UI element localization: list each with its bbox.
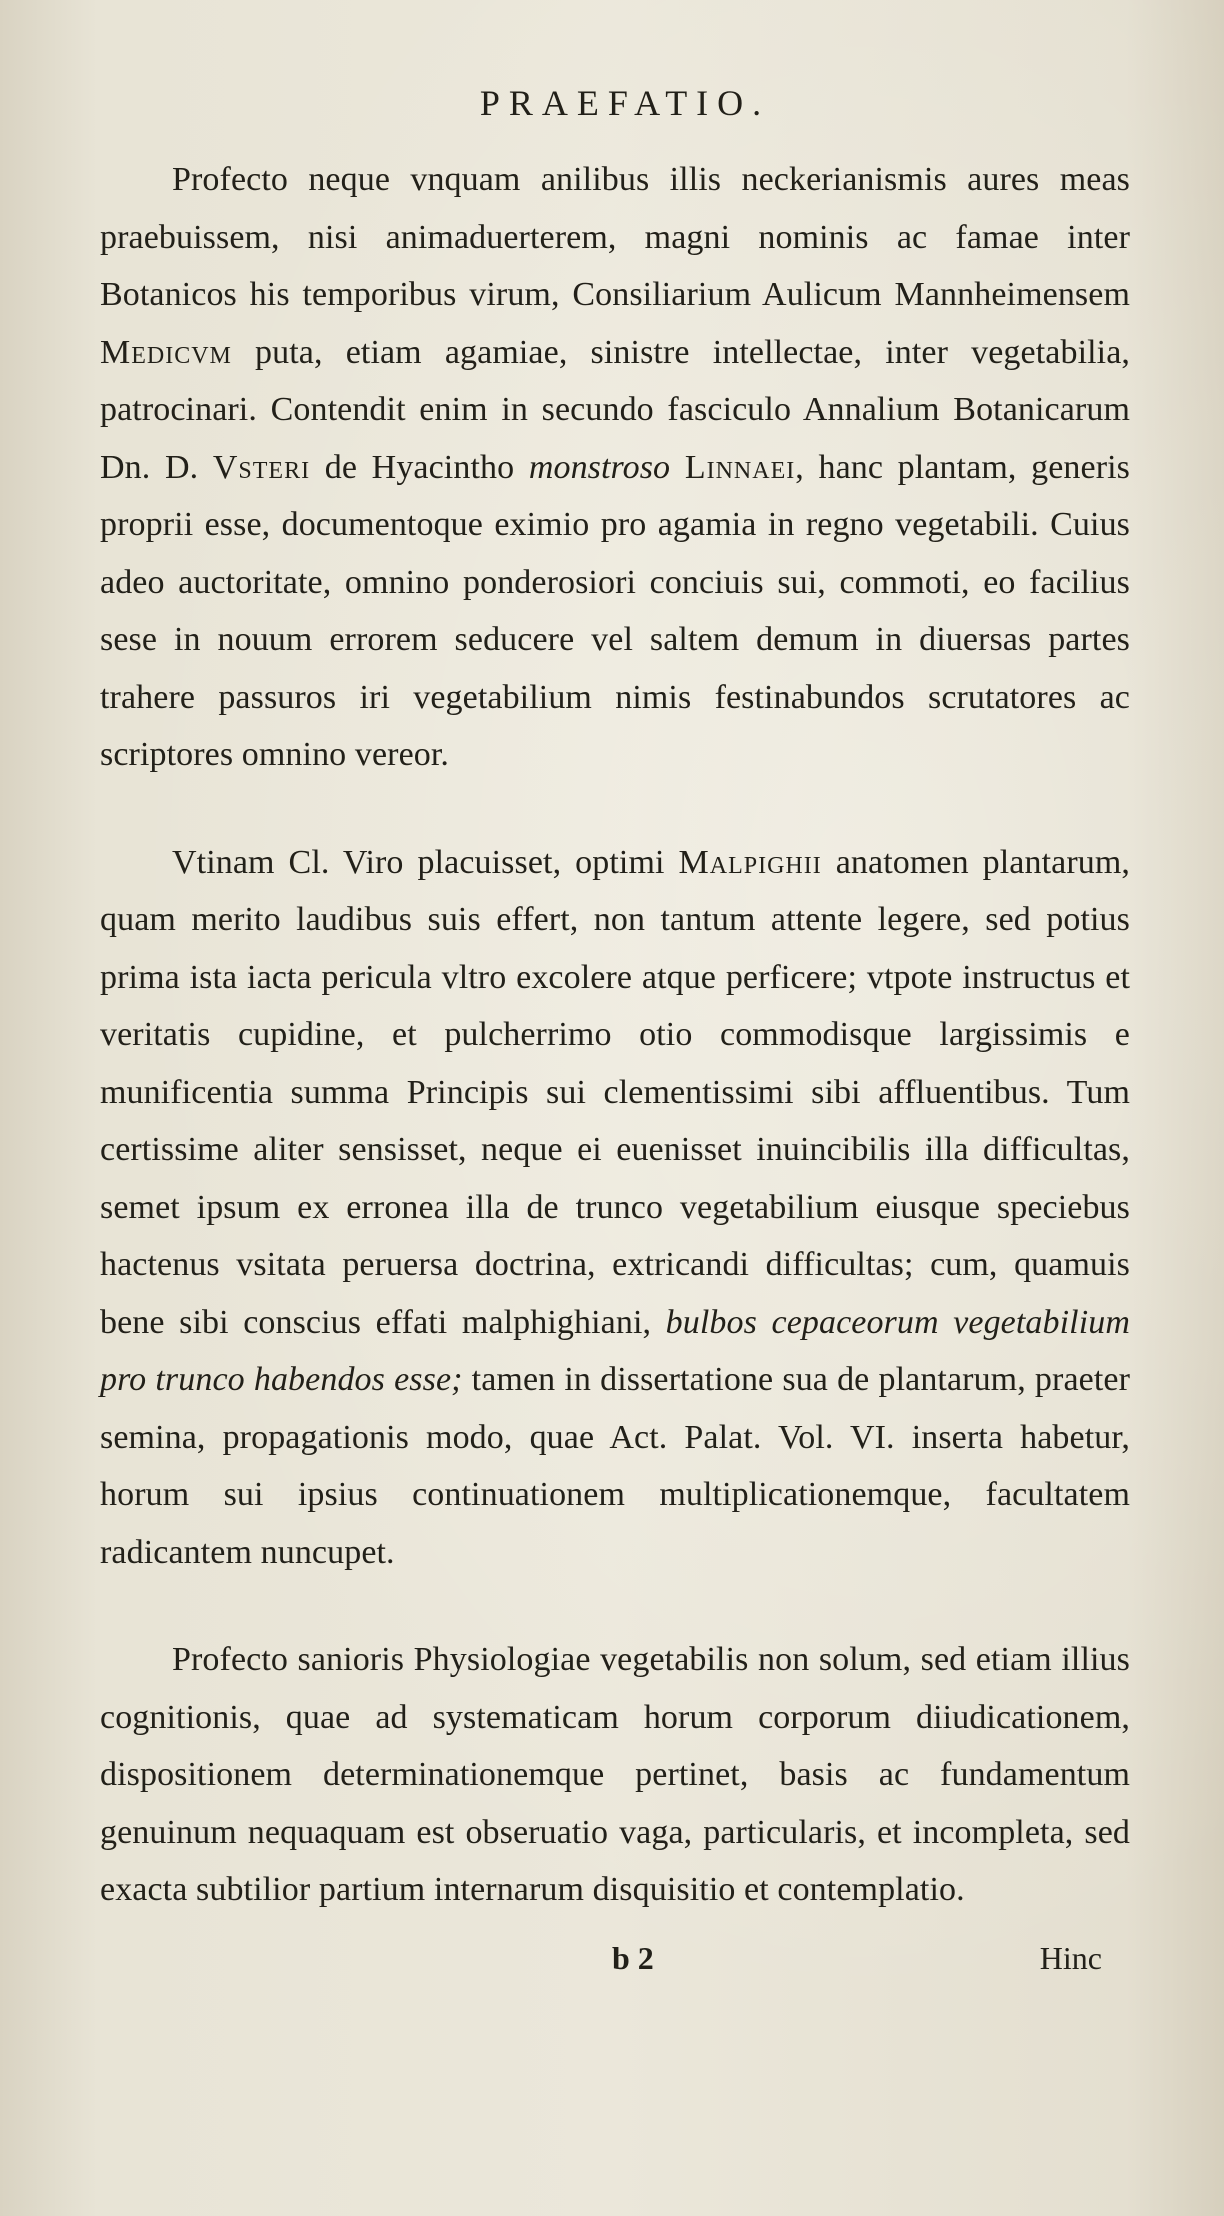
text-segment: Profecto sanioris Physiologiae vegetabilis non solum, sed etiam illius cognitionis, quae ad systematicam horum corporum diiudicationem, dispositionem determinationemque pertinet, basis ac fundamentum genuinum nequaquam est obseruatio vaga, particularis, et incompleta, sed exacta subtilior partium internarum disquisitio et contemplatio. bbox=[100, 1641, 1130, 1909]
small-caps-name: Vsteri bbox=[212, 448, 311, 486]
text-segment: , hanc plantam, generis proprii esse, documentoque eximio pro agamia in regno vegetabili. Cuius adeo auctoritate, omnino ponderosiori conciuis sui, commoti, eo facilius sese in nouum errorem seducere vel saltem demum in diuersas partes trahere passuros iri vegetabilium nimis festinabundos scrutatores ac scriptores omnino vereor. bbox=[100, 448, 1131, 774]
book-page bbox=[100, 70, 1130, 2150]
small-caps-name: Linnaei bbox=[684, 448, 796, 486]
small-caps-name: Malpighii bbox=[678, 843, 822, 881]
catchword: Hinc bbox=[1039, 1940, 1102, 1976]
page-footer bbox=[100, 1940, 1130, 1990]
page-title: PRAEFATIO. bbox=[479, 83, 771, 123]
text-segment: Vtinam Cl. Viro placuisset, optimi bbox=[172, 843, 679, 881]
text-segment: de Hyacintho bbox=[310, 448, 529, 486]
text-segment: Profecto neque vnquam anilibus illis neckerianismis aures meas praebuissem, nisi animaduerterem, magni nominis ac famae inter Botanicos his temporibus virum, Consiliarium Aulicum Mannheimensem bbox=[100, 161, 1130, 314]
italic-text: monstroso bbox=[528, 448, 671, 486]
italic-text: bulbos cepaceorum vegetabilium pro trunco habendos esse; bbox=[100, 1303, 1131, 1399]
signature-mark: b 2 bbox=[612, 1940, 654, 1976]
paragraph bbox=[100, 151, 1130, 784]
paragraph bbox=[100, 1631, 1130, 1919]
body-text bbox=[100, 151, 1130, 1919]
small-caps-name: Medicvm bbox=[100, 333, 232, 371]
text-segment: tamen in dissertatione sua de plantarum, praeter semina, propagationis modo, quae Act. Palat. Vol. VI. inserta habetur, horum sui ipsius continuationem multiplicationemque, facultatem radicantem nuncupet. bbox=[100, 1361, 1130, 1571]
text-segment: anatomen plantarum, quam merito laudibus suis effert, non tantum attente legere, sed potius prima ista iacta pericula vltro excolere atque perficere; vtpote instructus et veritatis cupidine, et pulcherrimo otio commodisque largissimis e munificentia summa Principis sui clementissimi sibi affluentibus. Tum certissime aliter sensisset, neque ei euenisset inuincibilis illa difficultas, semet ipsum ex erronea illa de trunco vegetabilium eiusque speciebus hactenus vsitata peruersa doctrina, extricandi difficultas; cum, quamuis bene sibi conscius effati malphighiani, bbox=[100, 843, 1130, 1341]
text-segment bbox=[670, 449, 685, 486]
paragraph bbox=[100, 834, 1130, 1582]
text-segment: puta, etiam agamiae, sinistre intellectae, inter vegetabilia, patrocinari. Contendit enim in secundo fasciculo Annalium Botanicarum Dn. D. bbox=[100, 333, 1130, 486]
